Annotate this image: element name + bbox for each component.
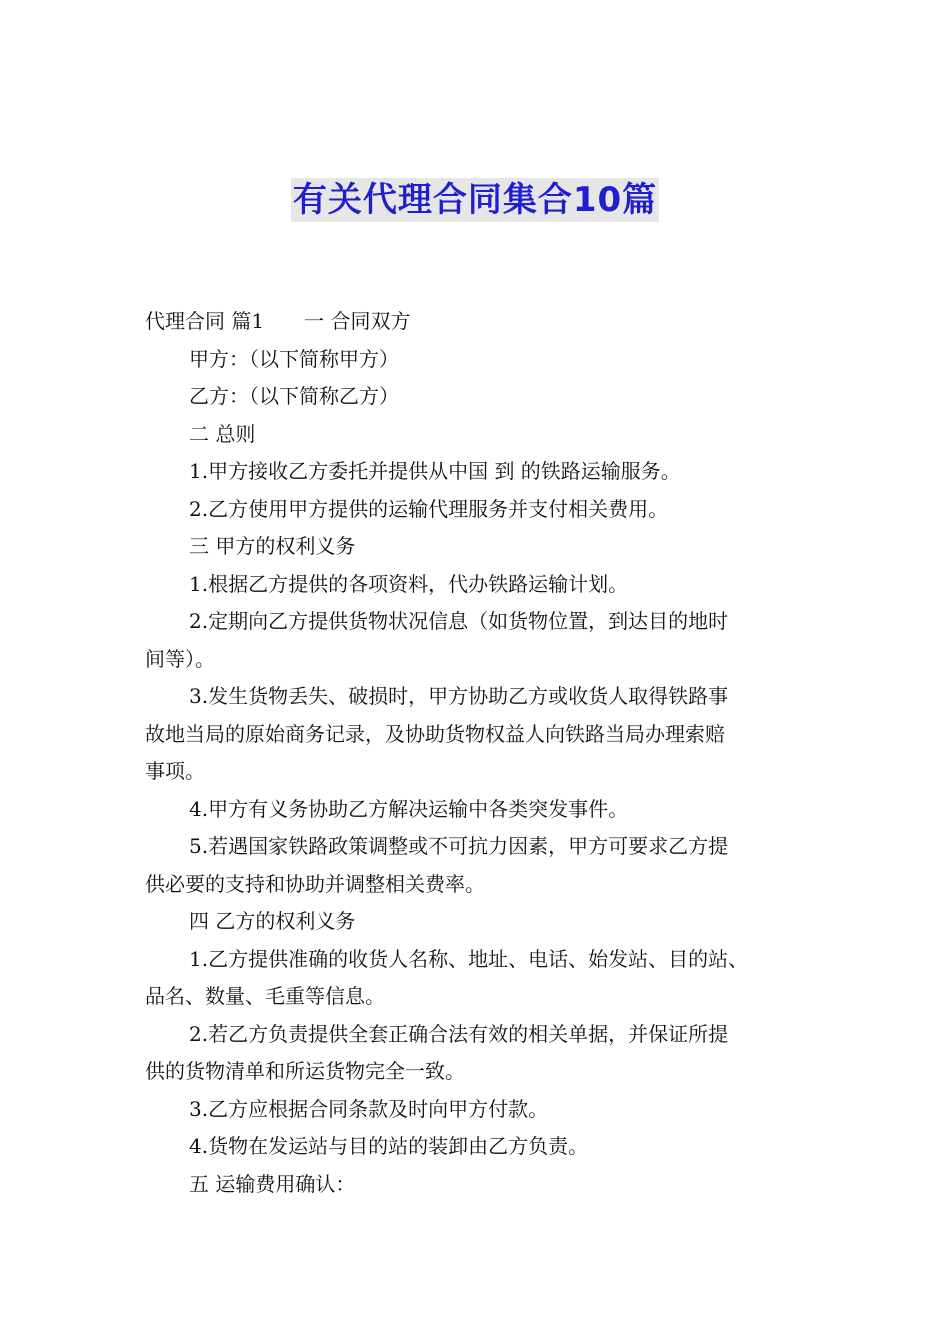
body-line: 5.若遇国家铁路政策调整或不可抗力因素，甲方可要求乙方提 [189,834,729,858]
document-title: 有关代理合同集合10篇 [292,180,658,220]
body-line: 供的货物清单和所运货物完全一致。 [145,1059,465,1083]
body-line: 1.甲方接收乙方委托并提供从中国 到 的铁路运输服务。 [189,459,681,483]
body-line: 2.若乙方负责提供全套正确合法有效的相关单据，并保证所提 [189,1021,729,1046]
body-line: 二 总则 [189,421,256,446]
body-line: 甲方：（以下简称甲方） [189,346,399,371]
body-line: 三 甲方的权利义务 [189,534,356,558]
body-line: 乙方：（以下简称乙方） [189,384,399,408]
body-line [145,303,825,341]
body-line: 4.货物在发运站与目的站的装卸由乙方负责。 [189,1134,589,1158]
body-line: 五 运输费用确认： [189,1171,356,1196]
body-line: 3.发生货物丢失、破损时，甲方协助乙方或收货人取得铁路事 [189,684,729,708]
body-line: 品名、数量、毛重等信息。 [145,984,385,1008]
body-line: 故地当局的原始商务记录，及协助货物权益人向铁路当局办理索赔 [145,721,725,746]
body-line: 1.根据乙方提供的各项资料，代办铁路运输计划。 [189,571,629,596]
body-line: 间等）。 [145,646,215,671]
section-subheading: 一 合同双方 [304,309,411,333]
body-line: 1.乙方提供准确的收货人名称、地址、电话、始发站、目的站、 [189,946,749,971]
body-line: 2.乙方使用甲方提供的运输代理服务并支付相关费用。 [189,496,669,521]
body-line: 3.乙方应根据合同条款及时向甲方付款。 [189,1096,549,1121]
body-line: 4.甲方有义务协助乙方解决运输中各类突发事件。 [189,796,629,821]
body-line: 事项。 [145,759,205,783]
document-body [145,303,825,1203]
body-line: 四 乙方的权利义务 [189,909,356,933]
body-line: 2.定期向乙方提供货物状况信息（如货物位置，到达目的地时 [189,609,729,633]
body-line: 供必要的支持和协助并调整相关费率。 [145,871,485,896]
title-wrap [0,178,950,222]
section-heading: 代理合同 篇1 [145,309,265,333]
